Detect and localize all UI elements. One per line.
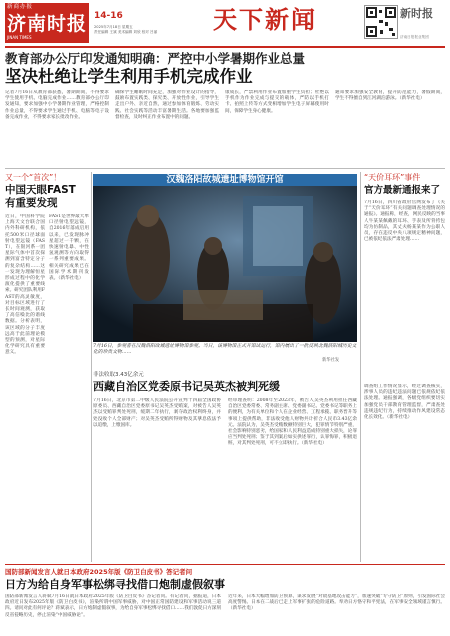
logo-english: JINAN TIMES xyxy=(7,35,32,40)
defense-headline: 日方为给自身军事松绑寻找借口炮制虚假叙事 xyxy=(5,578,225,591)
case-tag: 非法收取3.43亿余元 xyxy=(93,372,144,378)
photo-caption: 7月16日，参观者在汉魏洛阳故城遗址博物馆参观。当日，该博物馆正式开馆试运行，馆内展出了一批反映北魏洛阳城历史文化的珍贵文物…… xyxy=(93,344,357,356)
notice-body-2: 调查组工作情况显示，经过调查核实，涉事人员的违纪违法问题已依规依纪依法处理。通报强调，各级党组织要切实加强党员干部教育管理监督，严肃查处违规违纪行为，持续推动作风建设常态化长效化。（新华社电） xyxy=(364,384,445,421)
divider xyxy=(5,564,445,565)
case-body-col-2: 经审理查明：2008年至2023年，被告人吴英杰利用担任西藏自治区党委常委、常务副主席、党委副书记、党委书记等职务上的便利，为有关单位和个人在企业经营、工程承揽、职务晋升等事项上提供帮助，非法收受他人财物共计折合人民币3.43亿余元。法院认为，吴英杰受贿数额特别巨大，犯罪情节特别严重，社会影响特别恶劣，给国家和人民利益造成特别重大损失，论罪应当判处死刑；鉴于其到案后如实供述罪行，认罪悔罪，积极退赃，对其判处死刑，可不立即执行。（新华社电） xyxy=(228,398,357,447)
fast-tag: 又一个“首次”！ xyxy=(5,173,62,182)
photo-byline: 新华社发 xyxy=(322,358,340,363)
date-line: 2025年7月18日 星期五 xyxy=(94,25,133,29)
lead-kicker: 教育部办公厅印发通知明确：严控中小学暑期作业总量 xyxy=(5,51,306,66)
lead-column-1: 记者7月16日从教育部获悉，暑期期间，不得要求学生使用手机、电脑完成作业……教育部办公厅印发通知，要求加强中小学暑期作业管理，严格控制作业总量，不得要求学生通过手机、电脑等电子设备完成作业，不得要求家长批改作业。 xyxy=(5,90,109,120)
logo-slogan: 新商办报 xyxy=(7,4,34,10)
divider xyxy=(360,172,361,562)
fast-title-1: 中国天眼FAST xyxy=(5,184,76,196)
dateline xyxy=(94,25,184,35)
divider xyxy=(91,172,92,562)
divider xyxy=(5,168,445,169)
section-title: 天下新闻 xyxy=(213,5,317,34)
brand-subtitle: 济南日报报业集团 xyxy=(400,35,429,39)
defense-body-2: 近年来，日本大幅增加防卫预算，谋求发展“对敌基地攻击能力”，加速突破“专守防卫”原则，引发国际社会高度警惕。日本在二战后已走上军事扩张的危险道路。奉劝日方恪守和平宪法，在军事安全领域谨言慎行。（新华社电） xyxy=(228,594,445,612)
lead-column-2: 确保学生睡眠时间充足，加强对作业设计的指导，鼓励布置实践类、探究类、开放性作业，引导学生走出户外、亲近自然，通过参加体育锻炼、劳动实践、社会实践等活动丰富暑期生活。各地要加强监督检查，及时纠正作业布置中的问题。 xyxy=(115,90,219,120)
defense-tag: 国防部新闻发言人就日本政府2025年版《防卫白皮书》答记者问 xyxy=(5,568,193,576)
lead-headline: 坚决杜绝让学生利用手机完成作业 xyxy=(5,67,253,86)
page-numbers: 14-16 xyxy=(94,11,123,21)
lead-column-4: 通知要求加强安全教育，提升防范能力，暑假期间，学生不得擅自到江河湖泊游泳。（新华社电） xyxy=(335,90,445,102)
notice-body-1: 7月16日，四川省政府官网发布了《关于“天价耳环”有关问题调查处理情况的通报》。通报称，经查，网民反映的当事人牛某某佩戴的耳环、手表及所背挎包均为仿制品，其丈夫杨某某作为公职人员，存在违反中央八项规定精神问题，已被依纪依法严肃处理…… xyxy=(364,200,445,243)
defense-body-1: 国防部新闻发言人蒋斌7月16日就日本政府2025年版《防卫白皮书》答记者问。有记者问，据报道，日本政府近日发布2025年版《防卫白皮书》，渲染所谓中国军事威胁，对中国正常国防建设和军事活动说三道四。请问对此有何评论？蒋斌表示，日方炮制虚假叙事，为给自身军事松绑寻找借口……我们敦促日方深刻反省侵略历史，停止渲染“中国威胁论”。 xyxy=(5,594,221,618)
editor-line: 责任编辑 王斌 美术编辑 刘欣 校对 吕丽 xyxy=(94,29,158,34)
notice-title: 官方最新通报来了 xyxy=(364,185,441,196)
fast-body-col-2: FAST是世界最大单口径射电望远镜，自2016年落成启用以来，已发现脉冲星超过一千颗，在快速射电暴、中性氢观测等方向取得一系列重要成果。相关研究成果已在国际学术期刊发表。（新华社电） xyxy=(49,214,89,282)
qr-code-icon xyxy=(364,5,398,39)
fast-title-2: 有重要发现 xyxy=(5,197,58,209)
notice-tag: “天价耳环”事件 xyxy=(364,173,421,182)
case-headline: 西藏自治区党委原书记吴英杰被判死缓 xyxy=(93,380,280,393)
photo-heading: 汉魏洛阳故城遗址博物馆开馆 xyxy=(93,174,357,186)
lead-column-3: 康成长，严禁利用作业布置加重学生负担；杜绝以手机作为作业完成与提交的载体，严防以手机打卡、拍照上传等方式变相增加学生电子屏幕使用时间，保障学生身心健康。 xyxy=(225,90,329,114)
brand-name: 新时报 xyxy=(400,7,433,20)
case-body-col-1: 7月16日，北京市第二中级人民法院公开宣判十四届全国政协原委员、西藏自治区党委原书记吴英杰受贿案，对被告人吴英杰以受贿罪判处死刑，缓期二年执行，剥夺政治权利终身，并处没收个人全部财产；对吴英杰受贿所得财物及其孳息依法予以追缴，上缴国库。 xyxy=(93,398,221,428)
newspaper-logo xyxy=(5,3,89,43)
museum-photo xyxy=(93,186,357,342)
fast-body-col-1: 近日，中国科学院上海天文台联合国内外科研机构，依托500米口径球面射电望远镜（FAST），在银河系一团星际气体中首次探测到富含特定分子的复杂结构……这一发现为理解恒星形成过程中的化学演化提供了重要线索。研究团队利用FAST的高灵敏度，对目标区域进行了长时间观测，获取了高信噪比的谱线数据。分析表明，该区域的分子丰度远高于此前理论模型的预测，对星际化学研究具有重要意义。 xyxy=(5,214,45,356)
masthead xyxy=(0,0,450,46)
logo-title: 济南时报 xyxy=(7,13,88,35)
masthead-rule xyxy=(5,46,445,48)
